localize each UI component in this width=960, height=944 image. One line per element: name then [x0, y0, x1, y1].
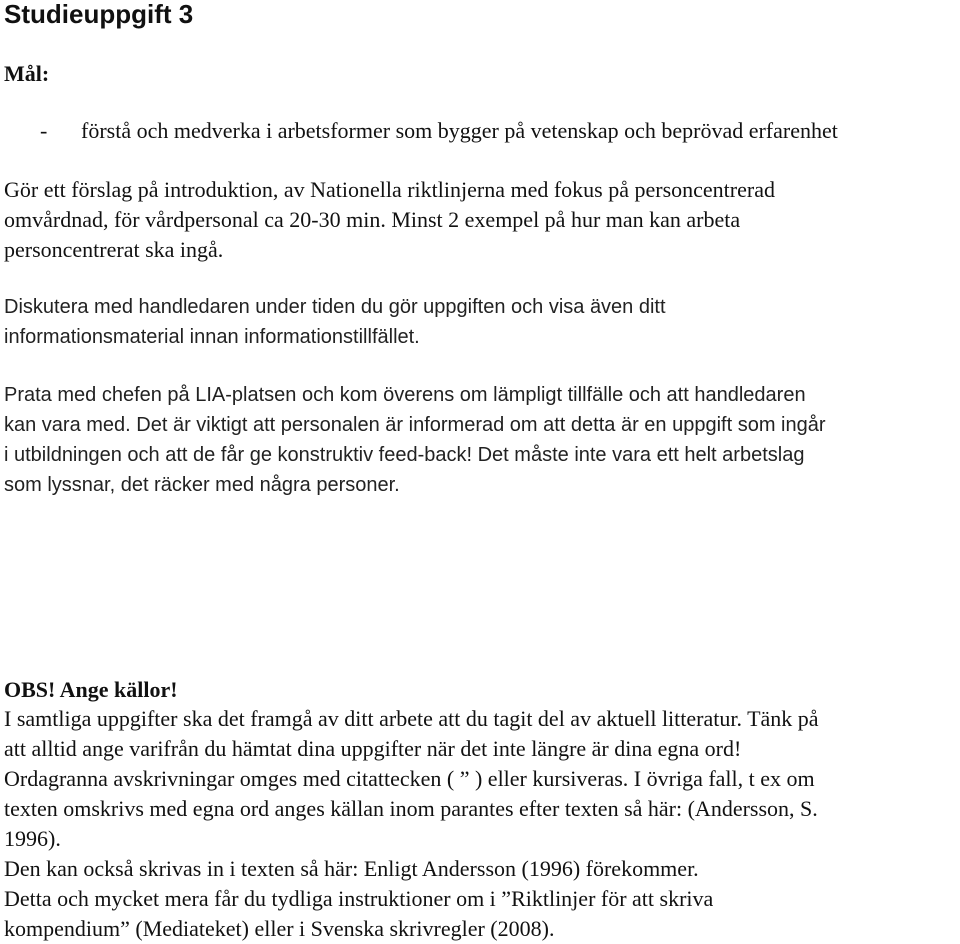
goal-label: Mål:: [4, 61, 50, 86]
paragraph-line: informationsmaterial innan informationstillfället.: [4, 326, 420, 348]
obs-heading: OBS! Ange källor!: [4, 677, 178, 702]
sources-line: I samtliga uppgifter ska det framgå av ditt arbete att du tagit del av aktuell litteratur. Tänk på: [4, 706, 819, 731]
assignment-paragraph: [4, 175, 775, 265]
goal-bullet: -: [40, 118, 48, 143]
sources-line: 1996).: [4, 826, 61, 851]
sources-line: Detta och mycket mera får du tydliga instruktioner om i ”Riktlinjer för att skriva: [4, 886, 714, 911]
paragraph-line: Diskutera med handledaren under tiden du gör uppgiften och visa även ditt: [4, 296, 666, 318]
manager-paragraph: [4, 380, 826, 500]
sources-paragraph: [4, 704, 819, 944]
paragraph-line: Gör ett förslag på introduktion, av Nationella riktlinjerna med fokus på personcentrerad: [4, 177, 775, 202]
paragraph-line: kan vara med. Det är viktigt att personalen är informerad om att detta är en uppgift som ingår: [4, 414, 826, 436]
sources-line: Den kan också skrivas in i texten så här: Enligt Andersson (1996) förekommer.: [4, 856, 699, 881]
paragraph-line: i utbildningen och att de får ge konstruktiv feed-back! Det måste inte vara ett helt arbetslag: [4, 444, 805, 466]
sources-line: Ordagranna avskrivningar omges med citattecken ( ” ) eller kursiveras. I övriga fall, t ex om: [4, 766, 815, 791]
document-title: Studieuppgift 3: [4, 0, 194, 29]
goal-list-item: [40, 116, 838, 146]
discussion-paragraph: [4, 292, 666, 352]
paragraph-line: omvårdnad, för vårdpersonal ca 20-30 min. Minst 2 exempel på hur man kan arbeta: [4, 207, 741, 232]
paragraph-line: som lyssnar, det räcker med några personer.: [4, 474, 400, 496]
sources-line: att alltid ange varifrån du hämtat dina uppgifter när det inte längre är dina egna ord!: [4, 736, 742, 761]
sources-line: kompendium” (Mediateket) eller i Svenska skrivregler (2008).: [4, 916, 555, 941]
paragraph-line: personcentrerat ska ingå.: [4, 237, 224, 262]
paragraph-line: Prata med chefen på LIA-platsen och kom överens om lämpligt tillfälle och att handledaren: [4, 384, 806, 406]
goal-item-text: förstå och medverka i arbetsformer som bygger på vetenskap och beprövad erfarenhet: [81, 118, 838, 143]
sources-line: texten omskrivs med egna ord anges källan inom parantes efter texten så här: (Andersson, S.: [4, 796, 818, 821]
